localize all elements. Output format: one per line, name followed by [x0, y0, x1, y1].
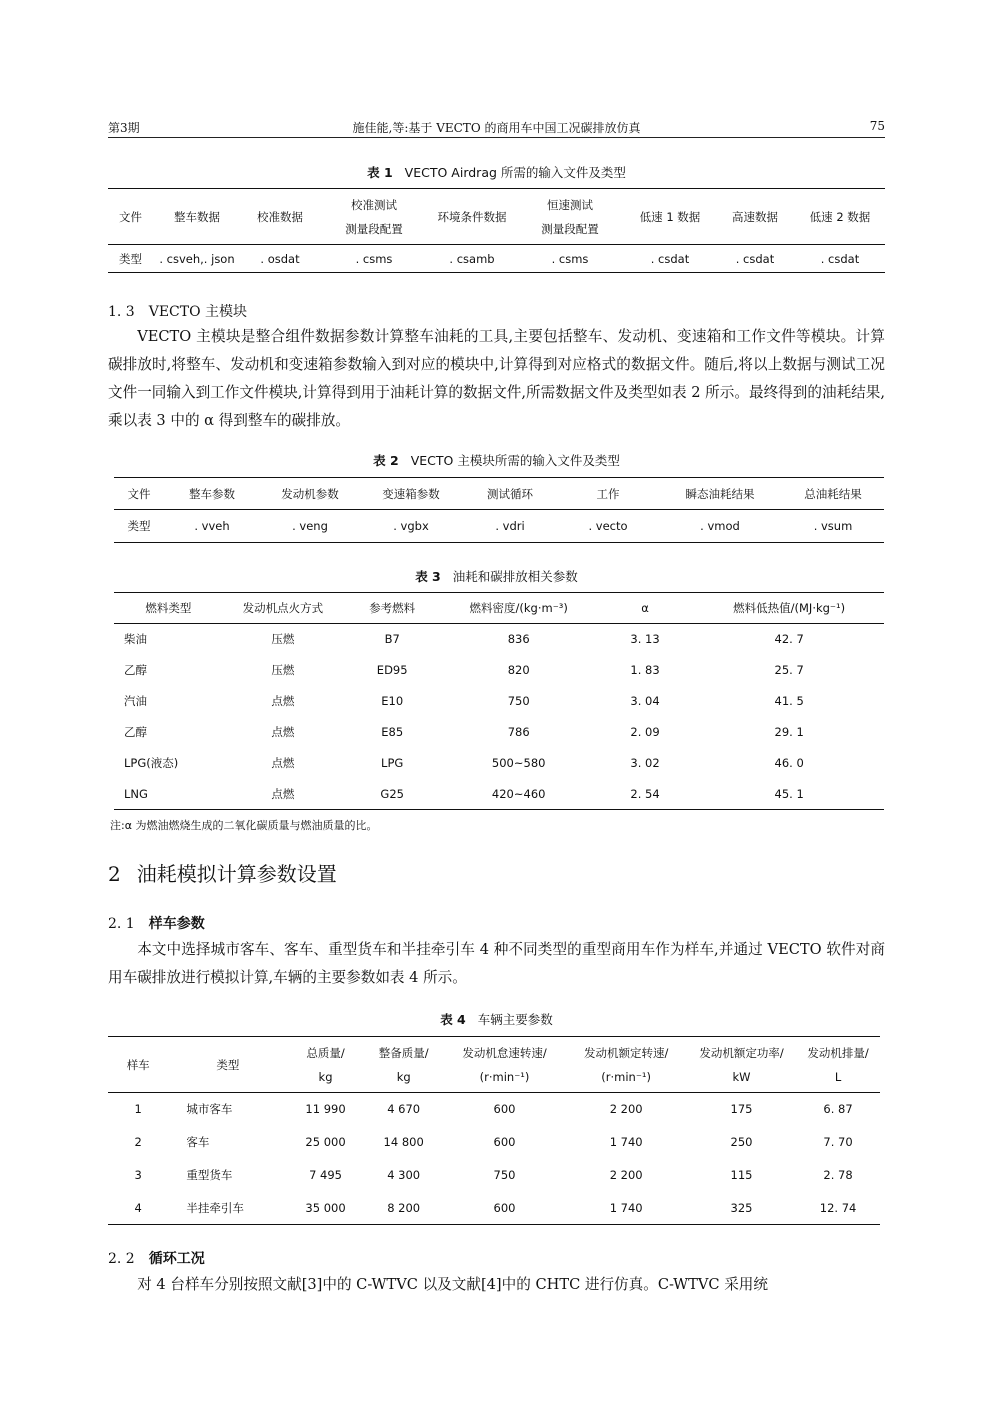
table-header-row [108, 189, 885, 245]
table-header-cell: 类型 [216, 1057, 240, 1072]
table-cell: 2 200 [609, 1168, 643, 1182]
table-row [108, 245, 885, 273]
table-cell: 600 [493, 1102, 516, 1117]
table-cell: 3. 04 [630, 694, 660, 708]
table-cell: 250 [730, 1135, 753, 1149]
table3-title: 油耗和碳排放相关参数 [452, 569, 578, 584]
table-cell: LPG [381, 756, 404, 770]
table-header-cell: 校准测试 测量段配置 [345, 197, 403, 236]
table-cell: 25 000 [305, 1135, 346, 1149]
table-cell: 29. 1 [774, 725, 804, 739]
table-cell: 600 [493, 1200, 516, 1215]
table-cell: . vecto [588, 519, 628, 533]
table-cell: 点燃 [271, 725, 295, 739]
table-cell: 4 670 [387, 1102, 421, 1117]
table-cell: . csdat [820, 251, 860, 266]
table-header-cell: 低速 1 数据 [639, 209, 701, 224]
table-header-cell: 总油耗结果 [804, 486, 862, 501]
table-cell: . csms [355, 251, 393, 266]
table-cell: 重型货车 [186, 1168, 233, 1182]
table-cell: 500~580 [491, 756, 546, 770]
issue-number: 第3期 [108, 121, 140, 135]
table-header-cell: 文件 [119, 209, 142, 224]
table-cell: 1 740 [609, 1135, 643, 1149]
table-cell: . veng [292, 519, 328, 533]
table-cell: 1 [134, 1102, 142, 1117]
table4-title: 车辆主要参数 [477, 1012, 553, 1027]
table-row [108, 1159, 880, 1192]
table-cell: . csdat [735, 251, 775, 266]
table-header-cell: 文件 [127, 486, 151, 501]
table-cell: 4 [134, 1200, 142, 1215]
table-cell: . osdat [260, 251, 300, 266]
table-cell: 45. 1 [774, 786, 804, 801]
table-header-cell: 参考燃料 [369, 601, 416, 615]
running-title: 施佳能,等:基于 VECTO 的商用车中国工况碳排放仿真 [352, 121, 641, 135]
table-cell: . csms [551, 251, 589, 266]
table-cell: E10 [381, 694, 404, 708]
table-cell: 786 [507, 725, 530, 739]
table-cell: . csdat [650, 251, 690, 266]
table4-number: 表 4 [440, 1012, 466, 1027]
table-header-cell: 整备质量/ kg [378, 1045, 429, 1084]
table-cell: 7. 70 [823, 1135, 853, 1149]
table-cell: . vdri [495, 519, 525, 533]
table-cell: ED95 [376, 663, 408, 677]
table-header-cell: α [641, 601, 649, 615]
table-cell: 175 [730, 1102, 753, 1117]
table-header-cell: 工作 [596, 486, 620, 501]
table-cell: LPG(液态) [124, 756, 179, 770]
table-row [114, 686, 884, 717]
table-row [108, 1093, 880, 1126]
table-cell: 类型 [127, 519, 151, 533]
table-row [114, 510, 884, 543]
section-2-2-heading [108, 1248, 205, 1268]
table-cell: 2. 54 [630, 786, 660, 801]
table-cell: . csveh,. json [159, 251, 235, 266]
paragraph-cycles: 对 4 台样车分别按照文献[3]中的 C-WTVC 以及文献[4]中的 CHTC 进行仿真。C-WTVC 采用统 [137, 1276, 768, 1293]
table-cell: . csamb [449, 251, 495, 266]
section-2-heading [108, 858, 337, 887]
table-cell: 柴油 [124, 632, 147, 647]
table-cell: 836 [507, 632, 530, 647]
table-cell: 2. 09 [630, 725, 660, 739]
table-cell: 压燃 [271, 632, 295, 647]
table-cell: 820 [507, 663, 530, 677]
table1-caption [108, 163, 885, 181]
table-cell: 乙醇 [124, 725, 147, 739]
paragraph-vecto-main: VECTO 主模块是整合组件数据参数计算整车油耗的工具,主要包括整车、发动机、变速箱和工作文件等模块。计算碳排放时,将整车、发动机和变速箱参数输入到对应的模块中,计算得到对应格式的数据文件。随后,将以上数据与测试工况文件一同输入到工作文件模块,计算得到用于油耗计算的数据文件,所需数据文件及类型如表 2 所示。最终得到的油耗结果,乘以表 3 中的 α 得到整车的碳排放。 [108, 328, 885, 429]
table-header-cell: 燃料类型 [145, 601, 192, 615]
section-title: 循环工况 [148, 1251, 205, 1267]
table-cell: 类型 [119, 251, 142, 266]
table-cell: . vsum [813, 519, 853, 533]
table-cell: 2 [134, 1135, 142, 1149]
section-number: 2 [108, 862, 121, 886]
table-cell: 点燃 [271, 694, 295, 708]
table-cell: 3. 13 [630, 632, 660, 647]
table-header-cell: 高速数据 [732, 209, 778, 224]
table-header-cell: 测试循环 [487, 486, 533, 501]
table-cell: 420~460 [491, 786, 546, 801]
table-cell: 750 [493, 1168, 516, 1182]
running-header [108, 117, 885, 138]
table-cell: 3. 02 [630, 756, 660, 770]
table-cell: . vgbx [393, 519, 429, 533]
table-cell: 325 [730, 1200, 753, 1215]
table2-caption [108, 451, 885, 469]
table-cell: 25. 7 [774, 663, 804, 677]
section-title: 油耗模拟计算参数设置 [136, 862, 337, 886]
section-2-1-heading [108, 913, 205, 933]
table-cell: 点燃 [271, 756, 295, 770]
table-cell: 城市客车 [186, 1102, 233, 1117]
table1 [108, 188, 885, 273]
table-header-cell: 发动机排量/ L [807, 1045, 869, 1084]
table-header-cell: 样车 [126, 1057, 150, 1072]
paragraph-sample-vehicles: 本文中选择城市客车、客车、重型货车和半挂牵引车 4 种不同类型的重型商用车作为样车,并通过 VECTO 软件对商用车碳排放进行模拟计算,车辆的主要参数如表 4 所示。 [108, 941, 885, 986]
table-header-row [114, 478, 884, 510]
section-number: 1. 3 [108, 304, 135, 320]
table-header-cell: 整车参数 [189, 486, 235, 501]
table-cell: 8 200 [387, 1200, 421, 1215]
table-cell: 750 [507, 694, 530, 708]
table-header-cell: 发动机额定转速/ (r·min⁻¹) [583, 1045, 669, 1084]
table2 [114, 477, 884, 543]
table-cell: 客车 [186, 1135, 210, 1149]
table1-number: 表 1 [367, 165, 393, 180]
table-row [114, 655, 884, 686]
table-header-cell: 发动机参数 [281, 486, 339, 501]
section-title: 样车参数 [148, 916, 205, 932]
table-cell: 2. 78 [823, 1168, 853, 1182]
table-cell: 35 000 [305, 1200, 346, 1215]
table-header-cell: 燃料密度/(kg·m⁻³) [469, 601, 568, 615]
table-cell: LNG [124, 786, 148, 801]
table4 [108, 1036, 880, 1225]
table3-number: 表 3 [415, 569, 441, 584]
table-row [114, 624, 884, 655]
table-cell: 3 [134, 1168, 142, 1182]
table3-note: 注:α 为燃油燃烧生成的二氧化碳质量与燃油质量的比。 [110, 819, 378, 832]
table-header-cell: 校准数据 [257, 209, 303, 224]
table-cell: 1 740 [609, 1200, 643, 1215]
table-row [114, 779, 884, 810]
table2-number: 表 2 [373, 453, 399, 468]
table-cell: 4 300 [387, 1168, 421, 1182]
table-cell: G25 [380, 786, 404, 801]
table-row [108, 1126, 880, 1159]
table-cell: 半挂牵引车 [186, 1200, 244, 1215]
table-header-cell: 发动机额定功率/ kW [699, 1045, 784, 1084]
section-1-3-heading [108, 301, 247, 321]
table-header-cell: 瞬态油耗结果 [685, 486, 755, 501]
table-cell: 11 990 [305, 1102, 346, 1117]
table-cell: 1. 83 [630, 663, 660, 677]
table4-caption [108, 1010, 885, 1028]
table-header-cell: 发动机怠速转速/ (r·min⁻¹) [462, 1045, 547, 1084]
table-cell: 46. 0 [774, 756, 804, 770]
table-cell: . vmod [700, 519, 740, 533]
table-row [114, 717, 884, 748]
table-cell: 41. 5 [774, 694, 804, 708]
table-header-cell: 低速 2 数据 [809, 209, 871, 224]
table1-title: VECTO Airdrag 所需的输入文件及类型 [404, 165, 626, 180]
table-header-cell: 发动机点火方式 [242, 601, 324, 615]
table-header-cell: 变速箱参数 [382, 486, 440, 501]
table-cell: 600 [493, 1135, 516, 1149]
table-cell: 乙醇 [124, 663, 147, 677]
table-header-row [108, 1037, 880, 1093]
table-header-row [114, 593, 884, 624]
table-cell: 14 800 [383, 1135, 424, 1149]
section-number: 2. 2 [108, 1251, 135, 1267]
table-cell: E85 [381, 725, 404, 739]
table-cell: 7 495 [309, 1168, 342, 1182]
table-cell: . vveh [194, 519, 230, 533]
table-header-cell: 环境条件数据 [437, 209, 507, 224]
table-cell: B7 [384, 632, 400, 647]
table3-caption [108, 567, 885, 585]
section-number: 2. 1 [108, 916, 135, 932]
table-row [114, 748, 884, 779]
table-cell: 汽油 [124, 694, 147, 708]
page-number: 75 [869, 119, 885, 133]
table3 [114, 592, 884, 810]
table-cell: 42. 7 [774, 632, 804, 647]
table-cell: 12. 74 [819, 1200, 857, 1215]
table-cell: 115 [730, 1168, 753, 1182]
table-header-cell: 恒速测试 测量段配置 [541, 197, 599, 236]
table-header-cell: 整车数据 [174, 209, 220, 224]
table-cell: 点燃 [271, 786, 295, 801]
table-cell: 压燃 [271, 663, 295, 677]
table-cell: 2 200 [609, 1102, 643, 1117]
section-title: VECTO 主模块 [148, 304, 248, 320]
table-header-cell: 燃料低热值/(MJ·kg⁻¹) [733, 601, 846, 615]
table-row [108, 1192, 880, 1225]
table-cell: 6. 87 [823, 1102, 853, 1117]
table-header-cell: 总质量/ kg [306, 1045, 345, 1084]
table2-title: VECTO 主模块所需的输入文件及类型 [410, 453, 620, 468]
